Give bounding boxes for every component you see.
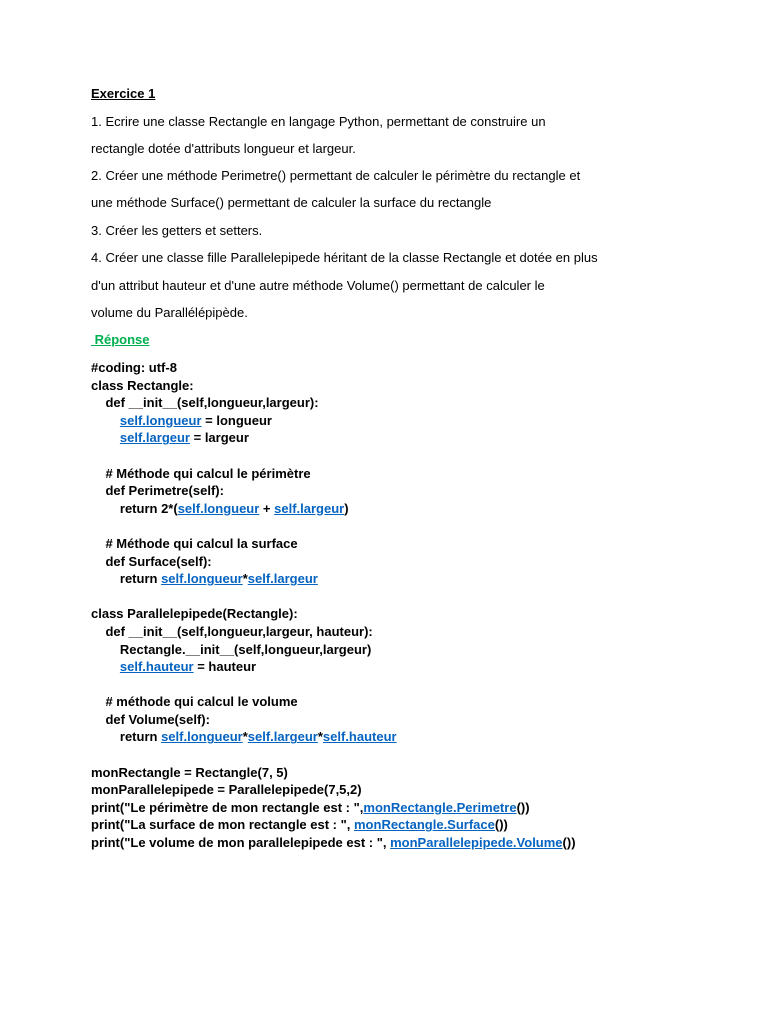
code-hyperlink[interactable]: monRectangle.Perimetre [363, 799, 517, 815]
code-text: def __init__(self,longueur,largeur, hauteur): [91, 623, 373, 639]
code-block [91, 359, 576, 852]
code-text: return 2*( [91, 500, 178, 516]
code-line [91, 676, 576, 694]
code-hyperlink[interactable]: self.longueur [119, 412, 202, 428]
code-line [91, 605, 576, 623]
code-hyperlink[interactable]: self.longueur [161, 571, 243, 587]
code-hyperlink[interactable]: self.largeur [247, 571, 318, 587]
code-text: # méthode qui calcul le volume [91, 694, 298, 710]
code-line [91, 570, 576, 588]
code-line [91, 394, 576, 412]
code-line [91, 693, 576, 711]
code-text: print("Le volume de mon parallelepipede est : ", [91, 835, 391, 851]
answer-heading: Réponse [91, 332, 150, 347]
code-text: # Méthode qui calcul le périmètre [91, 465, 311, 481]
code-line [91, 517, 576, 535]
code-text: Rectangle.__init__(self,longueur,largeur) [91, 641, 372, 657]
code-text: print("La surface de mon rectangle est : ", [91, 817, 354, 833]
code-text: ()) [562, 835, 576, 851]
code-text [91, 413, 120, 428]
code-text: ()) [516, 799, 530, 815]
exercise-paragraph-5: 3. Créer les getters et setters. [91, 223, 263, 238]
code-text: def __init__(self,longueur,largeur): [91, 395, 319, 411]
code-line [91, 553, 576, 571]
code-text: class Rectangle: [91, 377, 194, 393]
code-hyperlink[interactable]: monRectangle.Surface [354, 817, 495, 833]
code-text: def Perimetre(self): [91, 483, 224, 499]
exercise-title: Exercice 1 [91, 86, 156, 101]
code-text: ()) [494, 817, 508, 833]
code-hyperlink[interactable]: self.longueur [161, 729, 243, 745]
exercise-paragraph-7: d'un attribut hauteur et d'une autre méthode Volume() permettant de calculer le [91, 278, 545, 293]
code-text: def Surface(self): [91, 553, 212, 569]
code-text: + [259, 500, 275, 516]
code-hyperlink[interactable]: self.longueur [177, 500, 260, 516]
code-line [91, 429, 576, 447]
code-text: return [91, 571, 162, 587]
exercise-paragraph-1: 1. Ecrire une classe Rectangle en langage Python, permettant de construire un [91, 114, 546, 129]
code-text: = largeur [190, 430, 249, 446]
code-line [91, 500, 576, 518]
code-text: monRectangle = Rectangle(7, 5) [91, 764, 288, 780]
code-line [91, 377, 576, 395]
code-text: = longueur [201, 412, 272, 428]
code-text: #coding: utf-8 [91, 360, 177, 375]
code-text: = hauteur [193, 659, 257, 675]
code-line [91, 623, 576, 641]
code-text: * [317, 729, 323, 745]
code-text: monParallelepipede = Parallelepipede(7,5,2) [91, 782, 362, 798]
code-line [91, 465, 576, 483]
code-hyperlink[interactable]: self.largeur [274, 500, 345, 516]
code-line [91, 799, 576, 817]
code-hyperlink[interactable]: monParallelepipede.Volume [390, 835, 563, 851]
code-hyperlink[interactable]: self.hauteur [322, 729, 397, 745]
code-line [91, 816, 576, 834]
exercise-paragraph-4: une méthode Surface() permettant de calculer la surface du rectangle [91, 195, 492, 210]
code-line [91, 641, 576, 659]
code-line [91, 447, 576, 465]
code-line [91, 412, 576, 430]
code-hyperlink[interactable]: self.largeur [119, 430, 190, 446]
code-line [91, 658, 576, 676]
exercise-paragraph-2: rectangle dotée d'attributs longueur et largeur. [91, 141, 356, 156]
code-text [91, 430, 120, 445]
code-line [91, 728, 576, 746]
code-line [91, 834, 576, 852]
code-line [91, 746, 576, 764]
code-hyperlink[interactable]: self.hauteur [119, 659, 194, 675]
code-text: ) [344, 500, 349, 516]
code-text [91, 659, 120, 674]
code-text: class Parallelepipede(Rectangle): [91, 606, 298, 622]
code-text: def Volume(self): [91, 711, 210, 727]
code-hyperlink[interactable]: self.largeur [247, 729, 318, 745]
code-text: # Méthode qui calcul la surface [91, 535, 298, 551]
code-text: * [242, 729, 248, 745]
code-line [91, 764, 576, 782]
code-text: return [91, 729, 162, 745]
exercise-paragraph-3: 2. Créer une méthode Perimetre() permettant de calculer le périmètre du rectangle et [91, 168, 581, 183]
exercise-paragraph-6: 4. Créer une classe fille Parallelepipede héritant de la classe Rectangle et dotée en plus [91, 250, 598, 265]
code-line [91, 482, 576, 500]
code-line [91, 359, 576, 377]
code-text: * [242, 571, 248, 587]
code-line [91, 711, 576, 729]
exercise-paragraph-8: volume du Parallélépipède. [91, 305, 248, 320]
code-line [91, 781, 576, 799]
code-line [91, 588, 576, 606]
code-text: print("Le périmètre de mon rectangle est : ", [91, 799, 364, 815]
code-line [91, 535, 576, 553]
